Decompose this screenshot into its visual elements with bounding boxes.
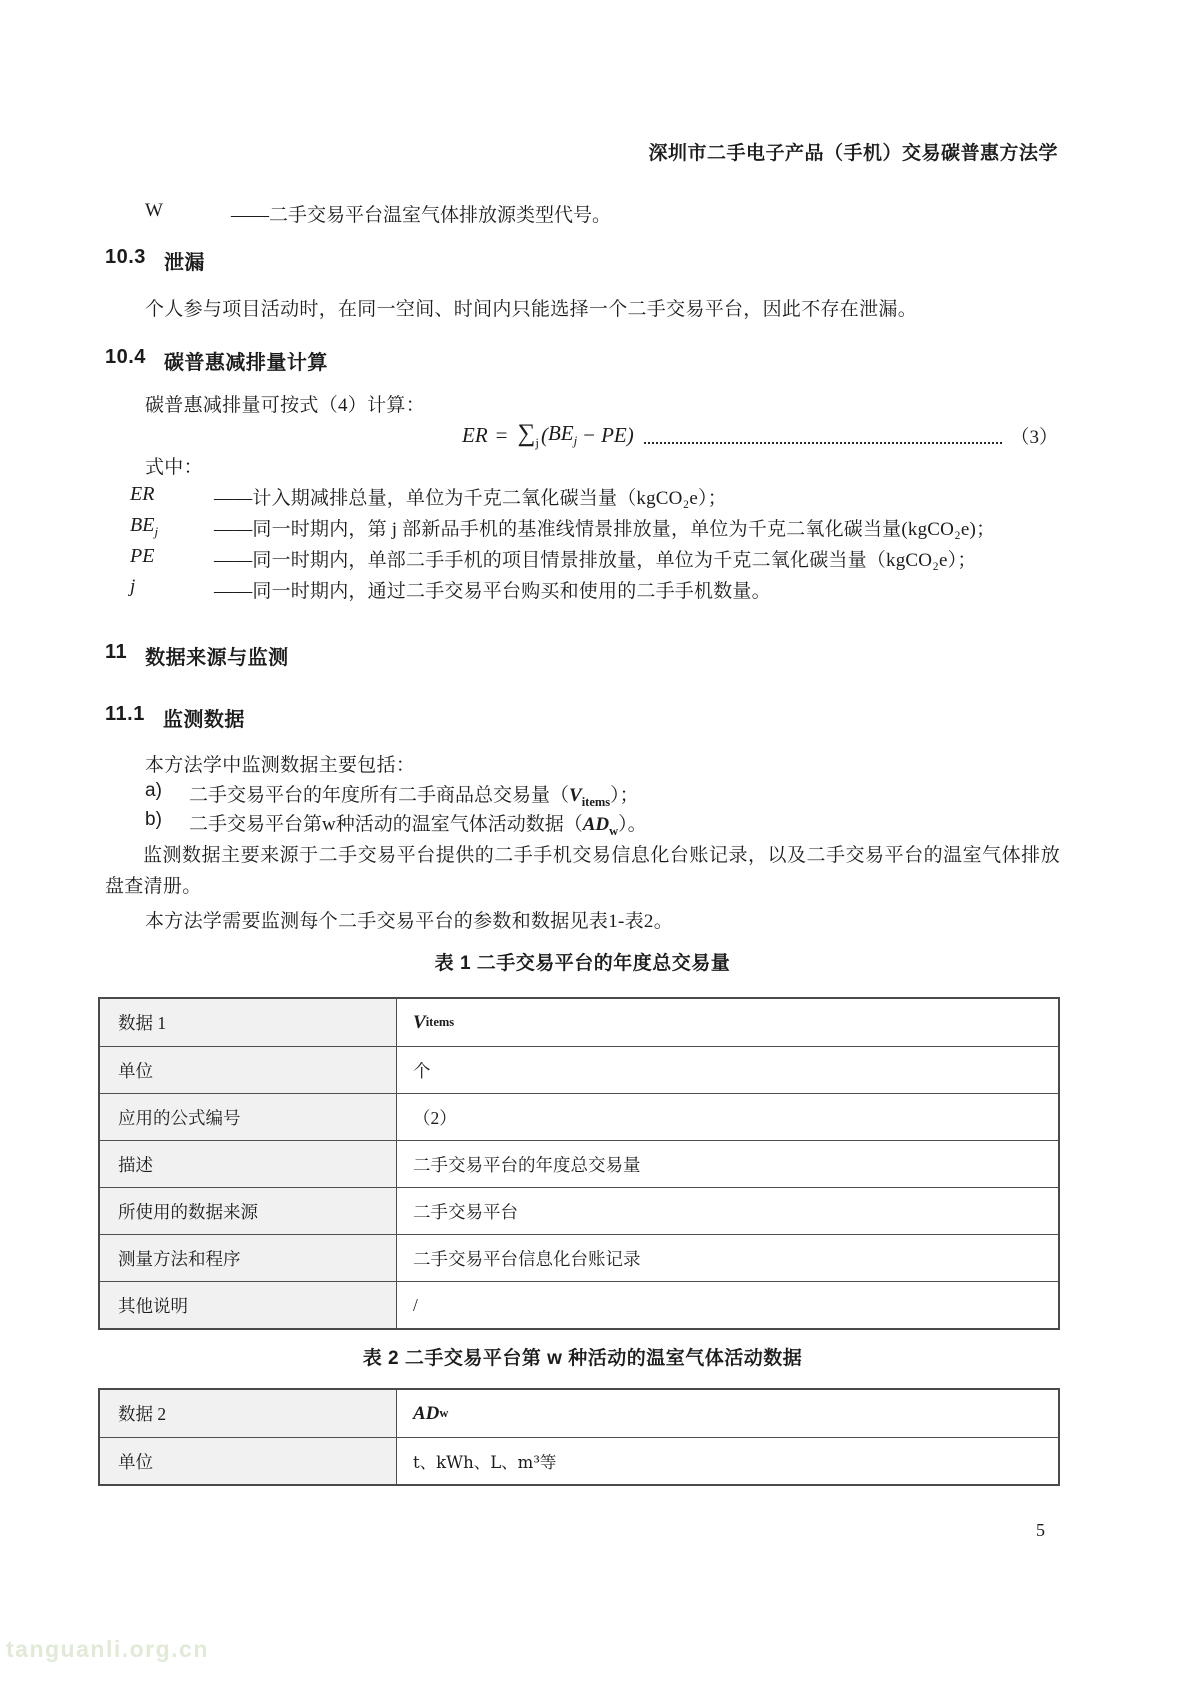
section-number: 11 xyxy=(105,641,128,663)
page-number: 5 xyxy=(1036,1520,1045,1540)
symbol-w: W xyxy=(145,200,163,221)
table1 xyxy=(98,997,1060,1330)
section-heading-10-4 xyxy=(105,346,328,375)
term-symbol: j xyxy=(130,576,136,597)
section-title: 泄漏 xyxy=(163,252,205,274)
section-title: 数据来源与监测 xyxy=(145,647,289,669)
list-item-b xyxy=(145,809,647,839)
term-description: ——同一时期内，单部二手手机的项目情景排放量，单位为千克二氧化碳当量（kgCO₂e）； xyxy=(214,550,977,571)
table1-row-value: / xyxy=(397,1281,1058,1328)
symbol-w-description: ——二手交易平台温室气体排放源类型代号。 xyxy=(231,205,612,226)
table1-row-label: 单位 xyxy=(100,1046,397,1093)
running-header-title: 深圳市二手电子产品（手机）交易碳普惠方法学 xyxy=(648,143,1058,164)
table2-row-label: 单位 xyxy=(100,1437,397,1484)
term-description: ——同一时期内，第 j 部新品手机的基准线情景排放量，单位为千克二氧化碳当量(kgCO₂e)； xyxy=(214,519,996,540)
table2-title: 表 2 二手交易平台第 w 种活动的温室气体活动数据 xyxy=(362,1348,803,1369)
table2 xyxy=(98,1388,1060,1486)
table1-row-value: 二手交易平台的年度总交易量 xyxy=(397,1140,1058,1187)
term-description: ——同一时期内，通过二手交易平台购买和使用的二手手机数量。 xyxy=(214,581,771,602)
formula-intro: 碳普惠减排量可按式（4）计算： xyxy=(145,395,426,416)
section-heading-10-3 xyxy=(105,246,205,275)
monitoring-intro: 本方法学中监测数据主要包括： xyxy=(145,755,416,776)
watermark: tanguanli.org.cn xyxy=(6,1636,209,1662)
table2-row-value: t、kWh、L、m³等 xyxy=(397,1437,1058,1484)
equation-3 xyxy=(462,420,1058,451)
table1-row-label: 描述 xyxy=(100,1140,397,1187)
section-10-3-paragraph: 个人参与项目活动时，在同一空间、时间内只能选择一个二手交易平台，因此不存在泄漏。 xyxy=(145,299,918,320)
section-number: 10.4 xyxy=(105,346,146,368)
table1-row-value: 二手交易平台 xyxy=(397,1187,1058,1234)
section-number: 10.3 xyxy=(105,246,146,268)
section-title: 监测数据 xyxy=(162,709,245,731)
term-symbol: $BE_j$ xyxy=(130,514,159,539)
term-definition-pe xyxy=(130,545,1070,576)
open-paren: ( xyxy=(540,423,548,447)
list-item-text: 二手交易平台第w种活动的温室气体活动数据$(AD_w)$。 xyxy=(189,814,647,838)
table1-row-value: 个 xyxy=(397,1046,1058,1093)
monitoring-source-paragraph: 监测数据主要来源于二手交易平台提供的二手手机交易信息化台账记录，以及二手交易平台的温室气体排放盘查清册。 xyxy=(105,845,1060,897)
sigma-symbol: $\sum_j$ xyxy=(517,420,539,450)
close-paren: ) xyxy=(626,423,634,447)
table1-row-label: 测量方法和程序 xyxy=(100,1234,397,1281)
term-symbol: PE xyxy=(130,545,155,567)
term-definition-j xyxy=(130,576,1070,607)
table1-row-label: 所使用的数据来源 xyxy=(100,1187,397,1234)
table1-row-label: 其他说明 xyxy=(100,1281,397,1328)
section-number: 11.1 xyxy=(105,703,145,725)
table2-row-value: AD w xyxy=(397,1390,1058,1437)
table1-title: 表 1 二手交易平台的年度总交易量 xyxy=(434,953,731,974)
equation-term1: $BE_j$ xyxy=(547,421,578,449)
list-item-label: a) xyxy=(145,780,162,801)
table1-row-value: （2） xyxy=(397,1093,1058,1140)
symbol-definition-w xyxy=(145,200,611,227)
term-description: ——计入期减排总量，单位为千克二氧化碳当量（kgCO₂e）； xyxy=(214,488,727,509)
list-item-text: 二手交易平台的年度所有二手商品总交易量$(V_{items})$； xyxy=(189,785,639,809)
where-label: 式中： xyxy=(145,457,203,478)
equals-sign: = xyxy=(495,423,508,447)
table2-row-label: 数据 2 xyxy=(100,1390,397,1437)
dotted-leader xyxy=(644,440,1003,444)
term-definition-er xyxy=(130,483,1070,514)
equation-number: （3） xyxy=(1010,427,1058,448)
table1-row-label: 应用的公式编号 xyxy=(100,1093,397,1140)
list-item-label: b) xyxy=(145,809,162,830)
term-symbol: ER xyxy=(130,483,155,505)
equation-term2: PE xyxy=(601,423,627,447)
term-definitions xyxy=(130,483,1070,607)
equation-lhs: ER xyxy=(462,423,488,447)
term-definition-be xyxy=(130,514,1070,545)
list-item-a xyxy=(145,780,639,810)
section-title: 碳普惠减排量计算 xyxy=(163,352,328,374)
monitoring-tables-reference: 本方法学需要监测每个二手交易平台的参数和数据见表1-表2。 xyxy=(145,911,674,932)
table1-row-value: 二手交易平台信息化台账记录 xyxy=(397,1234,1058,1281)
table1-row-value: V items xyxy=(397,999,1058,1046)
minus-sign: − xyxy=(583,423,596,447)
section-heading-11 xyxy=(105,641,289,670)
section-heading-11-1 xyxy=(105,703,245,732)
table1-row-label: 数据 1 xyxy=(100,999,397,1046)
